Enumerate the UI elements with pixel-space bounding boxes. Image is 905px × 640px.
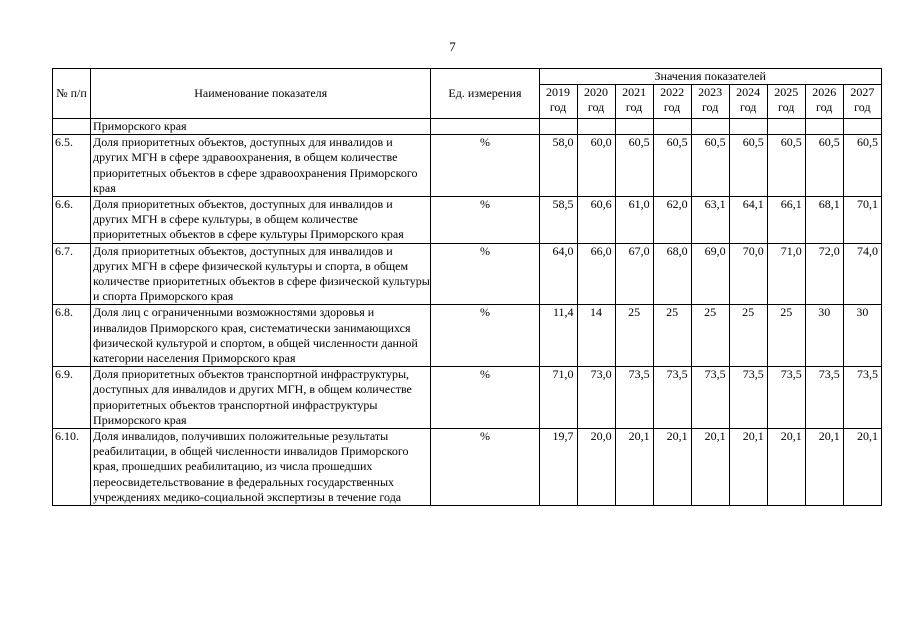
table-row [53,305,882,367]
value-cell: 68,1 [805,197,843,244]
unit-cell: % [431,367,539,429]
row-number: 6.10. [53,429,91,506]
value-cell: 11,4 [539,305,577,367]
indicator-name: Доля лиц с ограниченными возможностями здоровья и инвалидов Приморского края, систематически занимающихся физической культурой и спортом, в общей численности данной категории населения Приморского края [91,305,431,367]
value-cell: 73,0 [577,367,615,429]
header-year-suffix: год [549,100,567,114]
indicators-table [52,68,882,506]
unit-cell: % [431,135,539,197]
header-year-number: 2027 [850,85,875,99]
header-values-group: Значения показателей [539,69,882,85]
value-cell: 63,1 [691,197,729,244]
value-cell: 73,5 [805,367,843,429]
value-cell: 20,1 [653,429,691,506]
header-year-number: 2021 [622,85,647,99]
unit-cell: % [431,429,539,506]
indicator-name: Доля приоритетных объектов, доступных для инвалидов и других МГН в сфере физической культуры и спорта, в общем количестве приоритетных объектов в сфере физической культуры и спорта Приморского края [91,243,431,305]
header-year-2022 [653,85,691,119]
header-year-suffix: год [701,100,719,114]
value-cell: 74,0 [843,243,881,305]
row-number: 6.5. [53,135,91,197]
value-cell: 20,1 [729,429,767,506]
value-cell: 60,5 [729,135,767,197]
value-cell: 60,0 [577,135,615,197]
value-cell: 19,7 [539,429,577,506]
value-cell: 70,1 [843,197,881,244]
value-cell: 20,1 [767,429,805,506]
header-year-number: 2023 [698,85,723,99]
header-year-2021 [615,85,653,119]
header-year-suffix: год [816,100,833,114]
header-year-2025 [767,85,805,119]
value-cell: 20,1 [843,429,881,506]
value-cell: 60,5 [767,135,805,197]
value-cell: 60,5 [653,135,691,197]
value-cell: 73,5 [767,367,805,429]
value-cell: 30 [843,305,881,367]
row-number: 6.9. [53,367,91,429]
continuation-num-cell [53,119,91,135]
unit-cell: % [431,243,539,305]
header-year-suffix: год [854,100,871,114]
continuation-row [53,119,882,135]
header-year-number: 2019 [546,85,571,99]
value-cell: 66,1 [767,197,805,244]
value-cell: 58,5 [539,197,577,244]
table-row [53,429,882,506]
header-year-suffix: год [778,100,795,114]
value-cell: 25 [767,305,805,367]
header-year-2019 [539,85,577,119]
value-cell: 73,5 [729,367,767,429]
header-year-suffix: год [625,100,643,114]
value-cell: 66,0 [577,243,615,305]
header-year-number: 2024 [736,85,761,99]
header-year-2027 [843,85,881,119]
header-year-2024 [729,85,767,119]
value-cell: 60,5 [843,135,881,197]
value-cell: 71,0 [539,367,577,429]
unit-cell: % [431,197,539,244]
header-name: Наименование показателя [91,69,431,119]
value-cell: 71,0 [767,243,805,305]
value-cell: 70,0 [729,243,767,305]
header-unit: Ед. измерения [431,69,539,119]
header-year-2023 [691,85,729,119]
header-year-suffix: год [739,100,757,114]
value-cell: 73,5 [653,367,691,429]
value-cell: 72,0 [805,243,843,305]
value-cell: 58,0 [539,135,577,197]
value-cell: 73,5 [691,367,729,429]
indicator-name: Доля инвалидов, получивших положительные результаты реабилитации, в общей численности инвалидов Приморского края, прошедших реабилитацию, из числа прошедших переосвидетельствование в федеральных государственных учреждениях медико-социальной экспертизы в течение года [91,429,431,506]
table-header [53,69,882,119]
value-cell: 67,0 [615,243,653,305]
value-cell: 14 [577,305,615,367]
table-row [53,367,882,429]
value-cell: 61,0 [615,197,653,244]
value-cell: 30 [805,305,843,367]
value-cell: 62,0 [653,197,691,244]
header-year-2020 [577,85,615,119]
header-year-suffix: год [587,100,605,114]
value-cell: 64,0 [539,243,577,305]
value-cell: 73,5 [615,367,653,429]
header-year-2026 [805,85,843,119]
value-cell: 64,1 [729,197,767,244]
indicator-name: Доля приоритетных объектов, доступных для инвалидов и других МГН в сфере культуры, в общем количестве приоритетных объектов в сфере культуры Приморского края [91,197,431,244]
value-cell: 60,5 [615,135,653,197]
indicator-name: Доля приоритетных объектов транспортной инфраструктуры, доступных для инвалидов и других МГН, в общем количестве приоритетных объектов транспортной инфраструктуры Приморского края [91,367,431,429]
row-number: 6.6. [53,197,91,244]
header-year-number: 2022 [660,85,685,99]
continuation-text: Приморского края [91,119,431,135]
value-cell: 25 [615,305,653,367]
value-cell: 20,1 [805,429,843,506]
value-cell: 20,1 [691,429,729,506]
table-row [53,135,882,197]
value-cell: 60,5 [805,135,843,197]
table-row [53,243,882,305]
value-cell: 25 [729,305,767,367]
value-cell: 60,6 [577,197,615,244]
value-cell: 68,0 [653,243,691,305]
value-cell: 60,5 [691,135,729,197]
header-num: № п/п [53,69,91,119]
unit-cell: % [431,305,539,367]
header-year-number: 2025 [774,85,799,99]
header-year-number: 2020 [584,85,609,99]
continuation-unit-cell [431,119,539,135]
value-cell: 25 [691,305,729,367]
indicator-name: Доля приоритетных объектов, доступных для инвалидов и других МГН в сфере здравоохранения, в общем количестве приоритетных объектов в сфере здравоохранения Приморского края [91,135,431,197]
row-number: 6.7. [53,243,91,305]
table-row [53,197,882,244]
page-number: 7 [449,39,456,54]
value-cell: 20,0 [577,429,615,506]
row-number: 6.8. [53,305,91,367]
value-cell: 73,5 [843,367,881,429]
header-year-number: 2026 [812,85,837,99]
table-body [53,119,882,506]
value-cell: 25 [653,305,691,367]
value-cell: 69,0 [691,243,729,305]
header-year-suffix: год [663,100,681,114]
value-cell: 20,1 [615,429,653,506]
